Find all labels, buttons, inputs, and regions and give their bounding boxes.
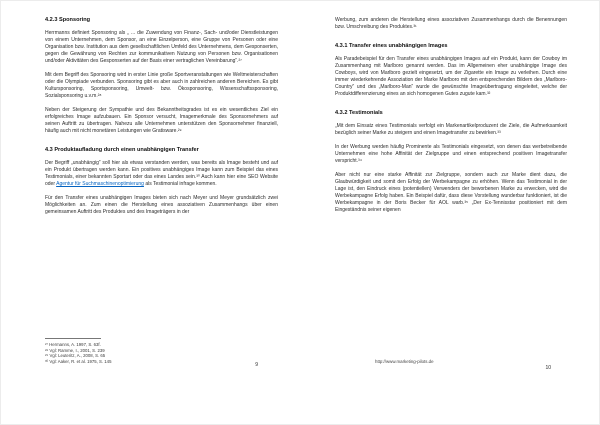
heading-transfer-images: 4.3.1 Transfer eines unabhängigen Images — [335, 43, 448, 49]
heading-testimonials: 4.3.2 Testimonials — [335, 110, 383, 116]
seo-agentur-link[interactable]: Agentur für Suchmaschinenoptimierung — [56, 181, 144, 187]
footnote-27: ²⁷ Hermanns, A. 1997, S. 63f. — [45, 342, 101, 347]
paragraph-affinitaet: Aber nicht nur eine starke Affinität zur Zielgruppe, sondern auch zur Marke dient dazu, die Glaubwürdigkeit und somit den Erfolg der Werbekampagne zu erhöhen. Wenn das Testimonial in der Lage ist, den Eindruck eines (potentiellen) Verwenders der beworbenen Marke zu erwecken, wird die Werbekampagne Erfolg haben. Ein Beispiel dafür, dass diese Vorstellung wunderbar funktioniert, ist die Werbekampagne in der Boris Becker für AOL warb.³⁵ „Der Ex-Tennisstar positioniert mit dem Eingeständnis seiner eigenen — [335, 172, 567, 213]
page-number-right: 10 — [545, 365, 551, 371]
footnote-28: ²⁸ Vgl: Ramme, I., 2001, S. 239 — [45, 347, 105, 353]
paragraph-unabhaengig-text-after: als Testimonial infrage kommen. — [143, 181, 217, 187]
paragraph-unabhaengig — [45, 160, 278, 188]
paragraph-unabhaengig-text-before: Der Begriff „unabhängig“ soll hier als etwas verstanden werden, was bereits als Image besteht und auf ein Produkt übertragen werden kann. Ein positives unabhängiges Image kann zum Beispiel das eines Testimonials, einer bekannten Sportart oder das eines Landes sein.³⁰ Auch kann hier eine SEO Website oder — [45, 160, 278, 187]
paragraph-sponsoring-begriff: Mit dem Begriff des Sponsoring wird in erster Linie große Sportveranstaltungen wie Weltmeisterschaften oder die Olympiade verbunden. Sponsoring gibt es aber auch in zahlreichen anderen Bereichen. Es gibt Kultursponsoring, Sportsponsoring, Umwelt- bzw. Ökosponsoring, Wissenschaftssponsoring, Sozialsponsoring u.v.m.²⁸ — [45, 72, 278, 99]
footnote-separator — [45, 338, 101, 339]
heading-sponsoring: 4.2.3 Sponsoring — [45, 17, 91, 23]
paragraph-sponsoring-ziel: Neben der Steigerung der Sympathie und des Bekanntheitsgrades ist es ein wesentliches Ziel ein erfolgreiches Image aufzubauen. Ein Sponsor versucht, Imagemerkmale des Sponsornehmers auf seinen Auftritt zu übertragen. Nahezu alle Unternehmen unterstützen den Sponsornehmer finanziell, häufig auch mit nicht monetären Leistungen wie Gratisware.²⁹ — [45, 107, 278, 134]
heading-produktaufladung: 4.3 Produktaufladung durch einen unabhängigen Transfer — [45, 147, 199, 153]
footnote-30: ³⁰ Vgl: Aaker, R. et al. 1975, S. 145 — [45, 358, 112, 364]
paragraph-transfer-moeglichkeiten: Für den Transfer eines unabhängigen Images bieten sich nach Meyer und Meyer grundsätzlich zwei Möglichkeiten an. Zum einen die Herstellung eines assoziativen Zusammenhangs über einen gemeinsamen Auftritt des Produktes und des Imageträgers in der — [45, 195, 278, 215]
page-10 — [335, 1, 567, 425]
paragraph-sponsoring-definition: Herrmanns definiert Sponsoring als „ ... die Zuwendung von Finanz-, Sach- und/oder Dienstleistungen von einem Unternehmen, dem Sponsor, an eine Einzelperson, eine Gruppe von Personen oder eine Organisation bzw. Institution aus dem gesellschaftlichen Umfeld des Unternehmens, dem Gesponserten, gegen die Gewährung von Rechten zur kommunikativen Nutzung von Personen bzw. Organisationen und/oder Aktivitäten des Gesponserten auf der Basis einer vertraglichen Vereinbarung“.²⁷ — [45, 30, 278, 64]
paragraph-prominente: In der Werbung werden häufig Prominente als Testimonials eingesetzt, von denen das werbetreibende Unternehmen eine hohe Affinität der Zielgruppe und einen entsprechend positiven Imagetransfer verspricht.³⁴ — [335, 144, 567, 164]
paragraph-marlboro: Als Paradebeispiel für den Transfer eines unabhängigen Images auf ein Produkt, kann der Cowboy im Zusammenhang mit Marlboro genannt werden. Das im Allgemeinen eher unabhängige Image des Cowboys, wird von Marlboro gezielt eingesetzt, um der Zigarette ein Image zu verleihen. Durch eine immer wiederkehrende Assoziation der Marke Marlboro mit den entsprechenden Bildern des „Marlboro-Country“ und des „Marlboro-Man“ wurde die gewünschte Imageübertragung eingeleitet, welche der Produktdifferenzierung eines an sich homogenen Gutes zugute kam.³² — [335, 56, 567, 97]
paragraph-continuation: Werbung, zum anderen die Herstellung eines assoziativen Zusammenhangs durch die Benennungen bzw. Umschreibung des Produktes.³¹ — [335, 17, 567, 30]
paragraph-testimonial-zitat: „Mit dem Einsatz eines Testimonials verfolgt ein Markenartikelproduzent die Ziele, die Aufmerksamkeit bezüglich seiner Marke zu steigern und einen Imagetransfer zu bewirken.³³ — [335, 123, 567, 136]
footnote-block — [45, 338, 278, 364]
footnote-29: ²⁹ Vgl: Leuteritz, A., 2008, S. 65 — [45, 353, 106, 359]
page-number-left: 9 — [255, 362, 258, 368]
page-9 — [45, 1, 278, 425]
footer-source-url: http://www.marketing-pilots.de — [375, 359, 434, 364]
